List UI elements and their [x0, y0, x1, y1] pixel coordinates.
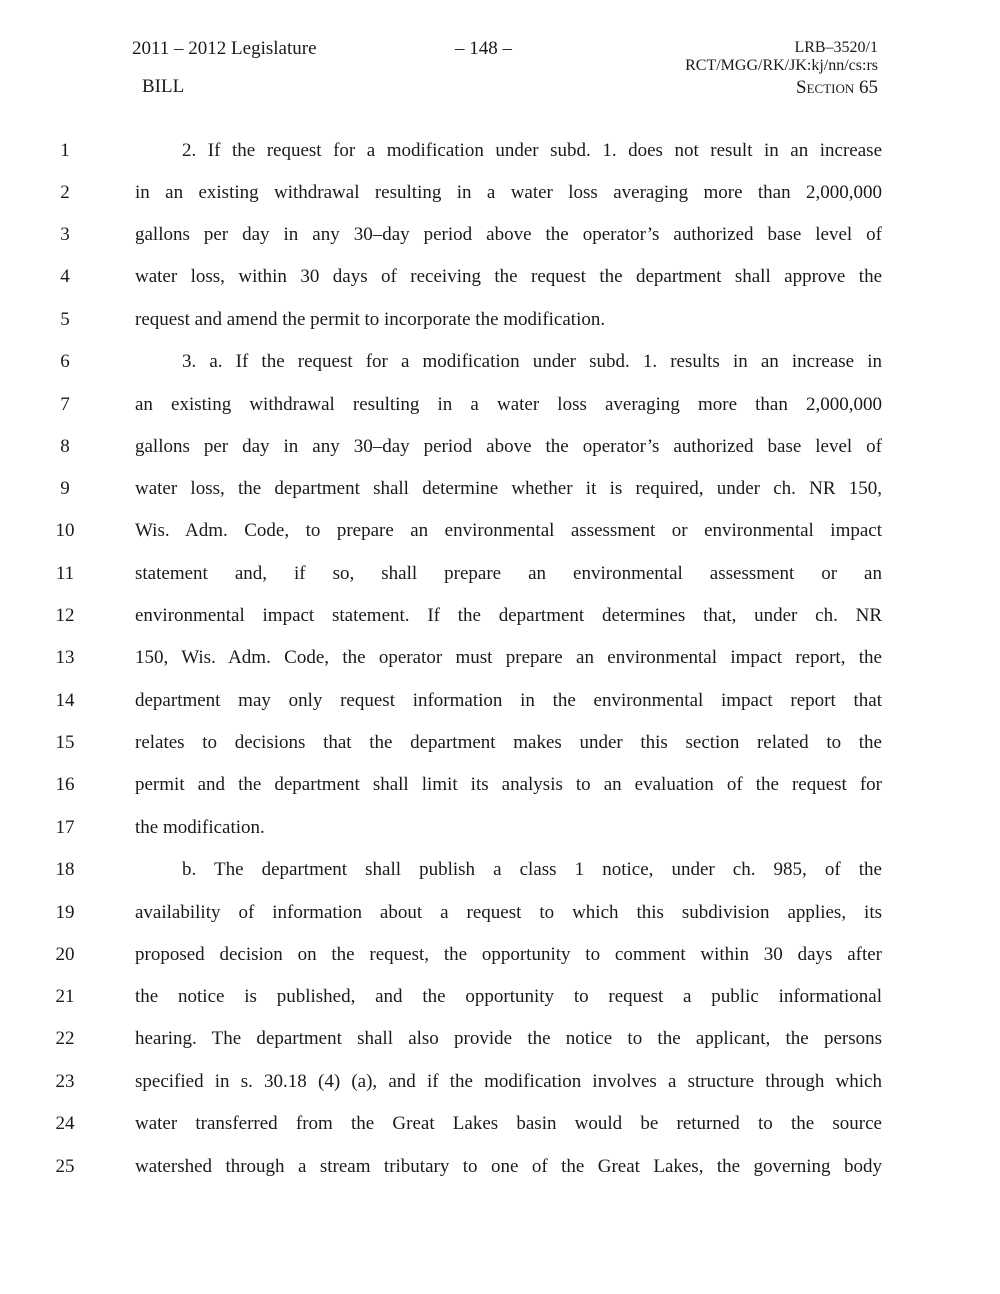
- line-text: the notice is published, and the opportunity to request a public informational: [135, 986, 882, 1007]
- text-line: [0, 347, 1000, 377]
- section-label: Section 65: [796, 77, 878, 98]
- line-number: 20: [55, 944, 75, 965]
- line-number: 24: [55, 1113, 75, 1134]
- line-number: 1: [60, 140, 70, 161]
- text-line: [0, 898, 1000, 928]
- line-text: b. The department shall publish a class 1 notice, under ch. 985, of the: [182, 859, 882, 880]
- line-number: 11: [55, 563, 75, 584]
- line-text: statement and, if so, shall prepare an environmental assessment or an: [135, 563, 882, 584]
- line-number: 21: [55, 986, 75, 1007]
- text-line: [0, 1067, 1000, 1097]
- line-text: gallons per day in any 30–day period above the operator’s authorized base level of: [135, 436, 882, 457]
- line-number: 17: [55, 817, 75, 838]
- line-number: 16: [55, 774, 75, 795]
- text-line: [0, 559, 1000, 589]
- text-line: [0, 770, 1000, 800]
- line-number: 14: [55, 690, 75, 711]
- line-text: request and amend the permit to incorporate the modification.: [135, 309, 606, 330]
- text-line: [0, 1024, 1000, 1054]
- line-text: relates to decisions that the department makes under this section related to the: [135, 732, 882, 753]
- line-number: 8: [60, 436, 70, 457]
- line-number: 10: [55, 520, 75, 541]
- text-line: [0, 136, 1000, 166]
- text-line: [0, 262, 1000, 292]
- legislature-session: 2011 – 2012 Legislature: [132, 38, 317, 59]
- text-line: [0, 178, 1000, 208]
- line-text: hearing. The department shall also provide the notice to the applicant, the persons: [135, 1028, 882, 1049]
- text-line: [0, 686, 1000, 716]
- text-line: [0, 1152, 1000, 1182]
- line-text: Wis. Adm. Code, to prepare an environmental assessment or environmental impact: [135, 520, 882, 541]
- text-line: [0, 432, 1000, 462]
- text-line: [0, 601, 1000, 631]
- text-line: [0, 516, 1000, 546]
- line-number: 2: [60, 182, 70, 203]
- line-text: department may only request information in the environmental impact report that: [135, 690, 882, 711]
- line-text: water loss, the department shall determine whether it is required, under ch. NR 150,: [135, 478, 882, 499]
- lrb-number: LRB–3520/1: [794, 39, 878, 56]
- text-line: [0, 643, 1000, 673]
- text-line: [0, 982, 1000, 1012]
- text-line: [0, 940, 1000, 970]
- line-text: gallons per day in any 30–day period above the operator’s authorized base level of: [135, 224, 882, 245]
- text-line: [0, 305, 1000, 335]
- document-type: BILL: [142, 76, 185, 97]
- line-text: watershed through a stream tributary to one of the Great Lakes, the governing body: [135, 1156, 882, 1177]
- text-line: [0, 220, 1000, 250]
- line-text: 150, Wis. Adm. Code, the operator must prepare an environmental impact report, the: [135, 647, 882, 668]
- text-line: [0, 728, 1000, 758]
- line-number: 3: [60, 224, 70, 245]
- line-number: 19: [55, 902, 75, 923]
- line-text: 3. a. If the request for a modification under subd. 1. results in an increase in: [182, 351, 882, 372]
- line-number: 5: [60, 309, 70, 330]
- line-text: in an existing withdrawal resulting in a water loss averaging more than 2,000,000: [135, 182, 882, 203]
- line-number: 4: [60, 266, 70, 287]
- line-text: an existing withdrawal resulting in a water loss averaging more than 2,000,000: [135, 394, 882, 415]
- page-number: – 148 –: [455, 38, 512, 59]
- line-number: 23: [55, 1071, 75, 1092]
- line-text: environmental impact statement. If the department determines that, under ch. NR: [135, 605, 882, 626]
- line-text: availability of information about a request to which this subdivision applies, its: [135, 902, 882, 923]
- line-text: water transferred from the Great Lakes basin would be returned to the source: [135, 1113, 882, 1134]
- line-number: 13: [55, 647, 75, 668]
- line-number: 22: [55, 1028, 75, 1049]
- text-line: [0, 390, 1000, 420]
- line-text: proposed decision on the request, the opportunity to comment within 30 days after: [135, 944, 882, 965]
- line-number: 25: [55, 1156, 75, 1177]
- text-line: [0, 474, 1000, 504]
- line-text: specified in s. 30.18 (4) (a), and if the modification involves a structure through which: [135, 1071, 882, 1092]
- line-text: 2. If the request for a modification under subd. 1. does not result in an increase: [182, 140, 882, 161]
- line-number: 12: [55, 605, 75, 626]
- line-text: the modification.: [135, 817, 265, 838]
- line-text: permit and the department shall limit its analysis to an evaluation of the request for: [135, 774, 882, 795]
- drafter-codes: RCT/MGG/RK/JK:kj/nn/cs:rs: [685, 57, 878, 74]
- text-line: [0, 1109, 1000, 1139]
- line-number: 15: [55, 732, 75, 753]
- line-number: 9: [60, 478, 70, 499]
- line-number: 7: [60, 394, 70, 415]
- line-number: 18: [55, 859, 75, 880]
- text-line: [0, 813, 1000, 843]
- text-line: [0, 855, 1000, 885]
- line-number: 6: [60, 351, 70, 372]
- line-text: water loss, within 30 days of receiving the request the department shall approve the: [135, 266, 882, 287]
